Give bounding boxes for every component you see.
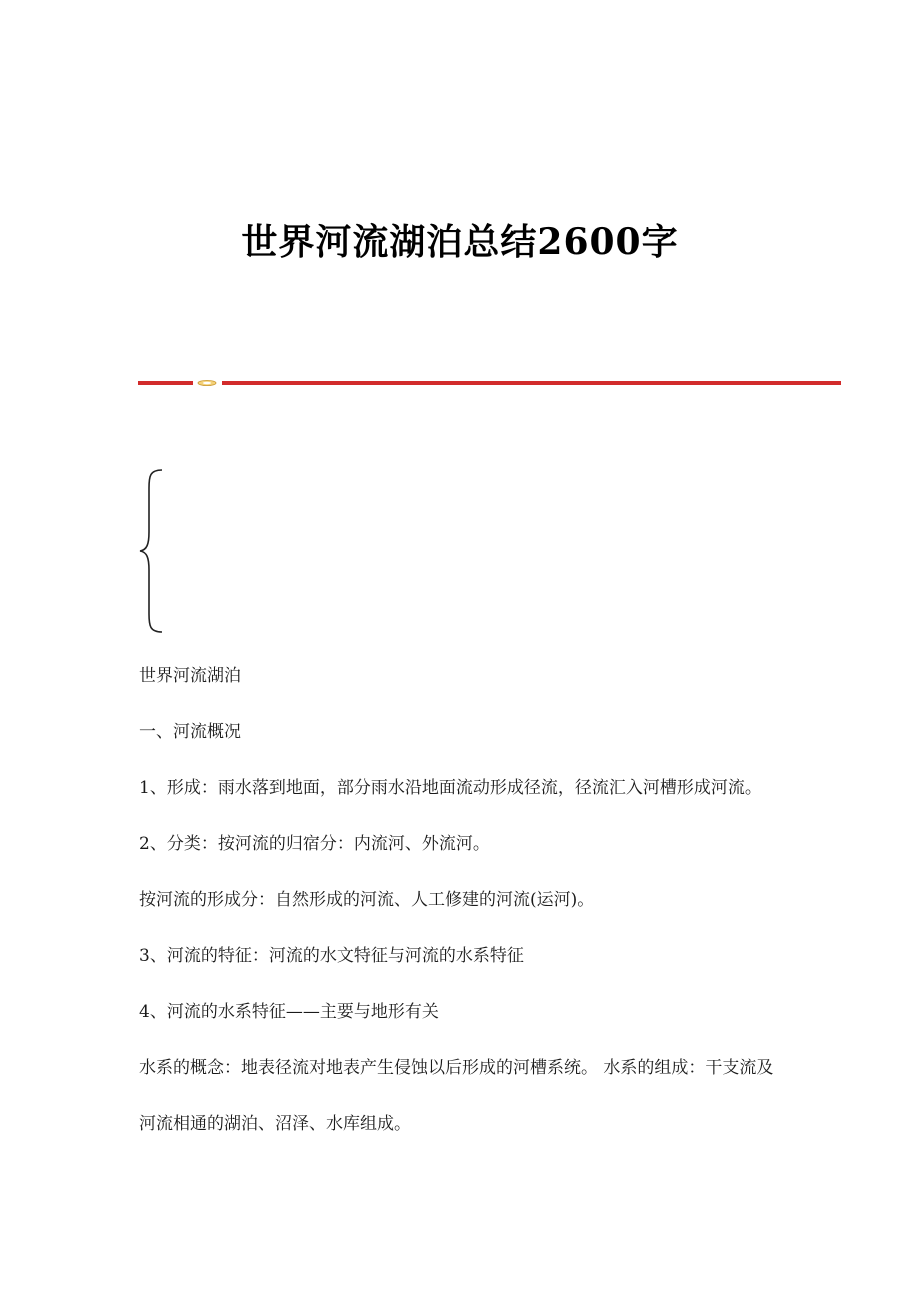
divider-right-segment [222, 381, 841, 385]
paragraph: 世界河流湖泊 [139, 666, 241, 686]
paragraph: 2、分类：按河流的归宿分：内流河、外流河。 [139, 834, 490, 854]
divider-left-segment [138, 381, 193, 385]
paragraph: 按河流的形成分：自然形成的河流、人工修建的河流(运河)。 [139, 890, 595, 910]
paragraph: 3、河流的特征：河流的水文特征与河流的水系特征 [139, 946, 524, 966]
divider-ornament-icon [197, 380, 217, 386]
paragraph: 一、河流概况 [139, 722, 241, 742]
left-brace-icon [138, 468, 168, 634]
paragraph: 水系的概念：地表径流对地表产生侵蚀以后形成的河槽系统。 水系的组成：干支流及河流相通的湖泊、沼泽、水库组成。 [139, 1058, 774, 1134]
paragraph: 4、河流的水系特征——主要与地形有关 [139, 1002, 439, 1022]
title-divider [138, 380, 841, 386]
body-text [139, 662, 789, 1180]
paragraph: 1、形成：雨水落到地面，部分雨水沿地面流动形成径流，径流汇入河槽形成河流。 [139, 778, 762, 798]
page-title: 世界河流湖泊总结2600字 [241, 221, 679, 263]
